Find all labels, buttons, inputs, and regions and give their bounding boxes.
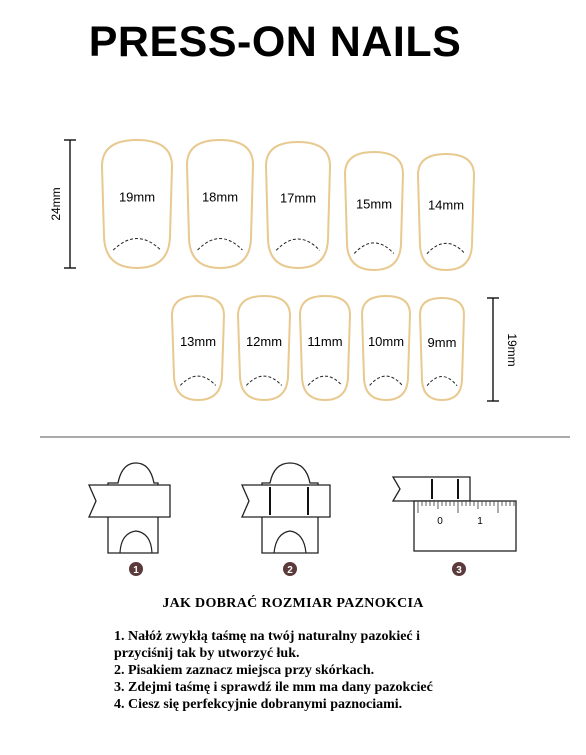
step-1-marker [129, 562, 143, 576]
howto-step: 1. Nałóż zwykłą taśmę na twój naturalny pazokieć i [114, 629, 421, 644]
svg-text:3: 3 [456, 565, 462, 576]
ruler-label-0: 0 [437, 516, 443, 527]
nail-size-label: 15mm [355, 196, 393, 212]
nails-row-top [102, 140, 474, 270]
howto-step: 3. Zdejmi taśmę i sprawdź ile mm ma dany pazokcieć [114, 680, 433, 695]
height-bracket-bottom [487, 298, 519, 401]
nails-row-bottom [172, 296, 464, 400]
page-title: PRESS-ON NAILS [88, 18, 462, 66]
nail-size-label: 11mm [307, 333, 343, 349]
howto-step: 2. Pisakiem zaznacz miejsca przy skórkach. [114, 663, 375, 678]
height-label-bottom: 19mm [505, 333, 519, 367]
nail-size-label: 17mm [279, 190, 317, 206]
howto-step: przyciśnij tak by utworzyć łuk. [114, 646, 300, 661]
howto-heading: JAK DOBRAĆ ROZMIAR PAZNOKCIA [162, 596, 424, 611]
svg-text:1: 1 [133, 565, 139, 576]
step-3-marker [452, 562, 466, 576]
height-bracket-top [49, 140, 76, 268]
svg-text:2: 2 [287, 565, 293, 576]
step-2-marker [283, 562, 297, 576]
howto-step: 4. Ciesz się perfekcyjnie dobranymi paznociami. [114, 697, 403, 712]
nail-size-label: 13mm [179, 333, 217, 349]
measuring-diagram [0, 455, 586, 585]
step-2-illustration [242, 463, 330, 553]
nail-size-label: 14mm [427, 197, 465, 213]
nail-size-label: 19mm [118, 189, 156, 205]
nail-size-label: 9mm [427, 334, 457, 350]
height-label-top: 24mm [49, 187, 63, 221]
howto-steps [114, 628, 534, 713]
step-1-illustration [89, 463, 170, 553]
ruler-label-1: 1 [477, 516, 483, 527]
step-3-illustration [393, 477, 516, 551]
ruler [414, 501, 516, 551]
nail-size-label: 18mm [201, 189, 239, 205]
nail-size-label: 10mm [367, 333, 405, 349]
nail-size-label: 12mm [245, 333, 283, 349]
